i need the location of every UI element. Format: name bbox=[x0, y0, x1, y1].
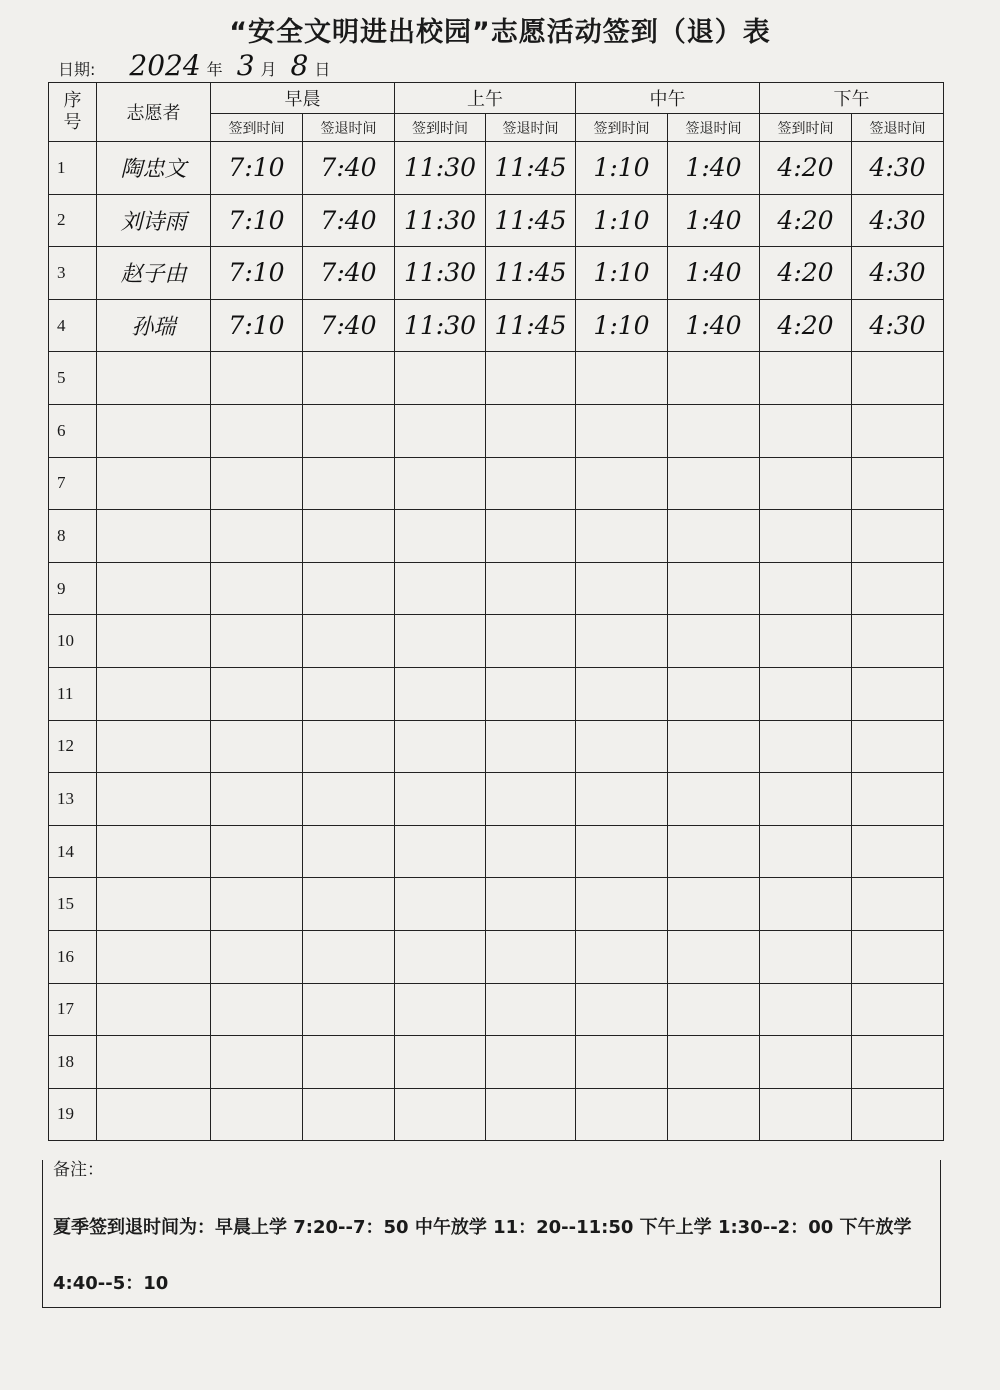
sign-in-time-cell bbox=[211, 510, 303, 563]
header-volunteer: 志愿者 bbox=[97, 83, 211, 142]
sign-in-time-cell bbox=[211, 1088, 303, 1141]
sign-out-time-cell bbox=[486, 352, 576, 405]
sign-out-time-cell bbox=[303, 773, 395, 826]
header-seq: 序号 bbox=[49, 83, 97, 142]
row-number: 17 bbox=[49, 983, 97, 1036]
volunteer-name-cell bbox=[97, 510, 211, 563]
sign-in-time-cell bbox=[576, 562, 668, 615]
table-row bbox=[49, 1036, 944, 1089]
sign-in-time-cell bbox=[760, 404, 852, 457]
table-row bbox=[49, 299, 944, 352]
sign-out-time-cell bbox=[486, 825, 576, 878]
sign-in-time-cell bbox=[576, 720, 668, 773]
volunteer-name-cell bbox=[97, 878, 211, 931]
sign-in-time-cell bbox=[760, 510, 852, 563]
row-number: 3 bbox=[49, 247, 97, 300]
sign-out-time-cell: 11:45 bbox=[486, 247, 576, 300]
sign-out-time-cell bbox=[486, 720, 576, 773]
sign-in-time-cell: 7:10 bbox=[211, 194, 303, 247]
sign-out-time-cell bbox=[486, 1088, 576, 1141]
volunteer-name-cell bbox=[97, 352, 211, 405]
sign-in-time-cell: 1:10 bbox=[576, 247, 668, 300]
sign-in-table bbox=[48, 82, 944, 1141]
row-number: 15 bbox=[49, 878, 97, 931]
sign-out-time-cell bbox=[668, 773, 760, 826]
sign-out-time-cell: 7:40 bbox=[303, 247, 395, 300]
sign-out-time-cell: 1:40 bbox=[668, 299, 760, 352]
sign-out-time-cell bbox=[852, 1088, 944, 1141]
table-row bbox=[49, 983, 944, 1036]
table-row bbox=[49, 404, 944, 457]
sign-in-time-cell bbox=[760, 773, 852, 826]
row-number: 8 bbox=[49, 510, 97, 563]
sign-in-time-cell bbox=[211, 878, 303, 931]
sign-out-time-cell bbox=[486, 615, 576, 668]
sign-out-time-cell: 1:40 bbox=[668, 194, 760, 247]
table-row bbox=[49, 825, 944, 878]
sign-out-time-cell bbox=[303, 878, 395, 931]
sign-out-time-cell: 7:40 bbox=[303, 142, 395, 195]
table-row bbox=[49, 194, 944, 247]
table-row bbox=[49, 142, 944, 195]
table-row bbox=[49, 615, 944, 668]
sign-in-time-cell bbox=[760, 983, 852, 1036]
date-day: 8 bbox=[290, 49, 309, 82]
volunteer-name-cell bbox=[97, 930, 211, 983]
row-number: 14 bbox=[49, 825, 97, 878]
volunteer-name-cell bbox=[97, 720, 211, 773]
sign-out-time-cell bbox=[486, 667, 576, 720]
sign-out-time-cell bbox=[303, 562, 395, 615]
sign-out-time-cell bbox=[303, 615, 395, 668]
notes-text: 夏季签到退时间为：早晨上学 7:20--7：50 中午放学 11：20--11:50 下午上学 1:30--2：00 下午放学 4:40--5：10 bbox=[53, 1217, 912, 1294]
sign-out-time-cell bbox=[486, 457, 576, 510]
sign-in-time-cell bbox=[395, 615, 486, 668]
table-row bbox=[49, 562, 944, 615]
sign-in-time-cell bbox=[576, 457, 668, 510]
row-number: 19 bbox=[49, 1088, 97, 1141]
sign-in-time-cell bbox=[576, 1088, 668, 1141]
sign-in-time-cell bbox=[395, 983, 486, 1036]
date-year-unit: 年 bbox=[206, 60, 223, 79]
sign-in-time-cell bbox=[211, 457, 303, 510]
sign-out-time-cell bbox=[303, 510, 395, 563]
table-row bbox=[49, 667, 944, 720]
row-number: 11 bbox=[49, 667, 97, 720]
sign-out-time-cell bbox=[486, 878, 576, 931]
sign-in-time-cell bbox=[760, 615, 852, 668]
sign-out-time-cell bbox=[852, 983, 944, 1036]
sign-in-time-cell: 11:30 bbox=[395, 299, 486, 352]
sign-out-time-cell bbox=[303, 404, 395, 457]
sign-out-time-cell bbox=[852, 773, 944, 826]
sign-in-time-cell bbox=[576, 825, 668, 878]
sign-out-time-cell bbox=[486, 510, 576, 563]
sign-out-time-cell bbox=[852, 457, 944, 510]
sign-in-time-cell bbox=[211, 404, 303, 457]
sign-in-time-cell bbox=[576, 773, 668, 826]
sign-out-time-cell bbox=[303, 983, 395, 1036]
header-period-afternoon: 下午 bbox=[760, 83, 944, 114]
sign-in-time-cell bbox=[576, 930, 668, 983]
sign-out-time-cell bbox=[486, 404, 576, 457]
sign-in-time-cell bbox=[395, 1036, 486, 1089]
sign-out-time-cell bbox=[852, 562, 944, 615]
sign-in-time-cell: 1:10 bbox=[576, 299, 668, 352]
header-sign-in: 签到时间 bbox=[395, 114, 486, 142]
sign-in-time-cell bbox=[395, 667, 486, 720]
sign-in-time-cell bbox=[576, 983, 668, 1036]
sign-in-time-cell: 4:20 bbox=[760, 194, 852, 247]
sign-out-time-cell bbox=[668, 404, 760, 457]
volunteer-name-cell bbox=[97, 615, 211, 668]
volunteer-name-cell bbox=[97, 773, 211, 826]
sign-out-time-cell bbox=[852, 510, 944, 563]
volunteer-name-cell bbox=[97, 457, 211, 510]
volunteer-name-cell bbox=[97, 667, 211, 720]
row-number: 7 bbox=[49, 457, 97, 510]
sign-in-time-cell bbox=[760, 825, 852, 878]
sign-in-time-cell bbox=[395, 825, 486, 878]
sign-in-time-cell bbox=[395, 720, 486, 773]
sign-in-time-cell bbox=[395, 457, 486, 510]
sign-out-time-cell bbox=[852, 667, 944, 720]
sign-out-time-cell bbox=[668, 510, 760, 563]
sign-in-time-cell bbox=[395, 510, 486, 563]
sign-out-time-cell bbox=[668, 352, 760, 405]
volunteer-name-cell bbox=[97, 983, 211, 1036]
sign-in-time-cell bbox=[760, 562, 852, 615]
sign-in-time-cell: 11:30 bbox=[395, 247, 486, 300]
sign-in-time-cell: 7:10 bbox=[211, 299, 303, 352]
row-number: 16 bbox=[49, 930, 97, 983]
sign-out-time-cell bbox=[303, 930, 395, 983]
row-number: 2 bbox=[49, 194, 97, 247]
date-day-unit: 日 bbox=[314, 60, 331, 79]
sign-in-time-cell: 4:20 bbox=[760, 299, 852, 352]
sign-in-time-cell bbox=[395, 562, 486, 615]
header-sign-in: 签到时间 bbox=[760, 114, 852, 142]
sign-out-time-cell: 4:30 bbox=[852, 299, 944, 352]
table-body bbox=[49, 142, 944, 1141]
sign-in-time-cell bbox=[576, 510, 668, 563]
notes-section bbox=[42, 1160, 941, 1308]
header-sign-out: 签退时间 bbox=[668, 114, 760, 142]
sign-out-time-cell bbox=[668, 878, 760, 931]
sign-in-time-cell: 1:10 bbox=[576, 194, 668, 247]
sign-in-time-cell bbox=[211, 562, 303, 615]
sign-in-time-cell bbox=[395, 404, 486, 457]
volunteer-name-cell bbox=[97, 1088, 211, 1141]
sign-out-time-cell: 1:40 bbox=[668, 142, 760, 195]
volunteer-name-cell bbox=[97, 404, 211, 457]
notes-label: 备注： bbox=[53, 1160, 104, 1180]
table-row bbox=[49, 1088, 944, 1141]
sign-out-time-cell bbox=[303, 1088, 395, 1141]
sign-out-time-cell bbox=[668, 930, 760, 983]
row-number: 12 bbox=[49, 720, 97, 773]
volunteer-name-cell: 陶忠文 bbox=[97, 142, 211, 195]
sign-in-time-cell bbox=[211, 983, 303, 1036]
volunteer-name-cell: 孙瑞 bbox=[97, 299, 211, 352]
sign-in-time-cell: 1:10 bbox=[576, 142, 668, 195]
sign-in-time-cell: 4:20 bbox=[760, 142, 852, 195]
sign-in-time-cell bbox=[576, 615, 668, 668]
sign-out-time-cell: 1:40 bbox=[668, 247, 760, 300]
sign-out-time-cell bbox=[852, 615, 944, 668]
header-period-morning: 早晨 bbox=[211, 83, 395, 114]
sign-out-time-cell bbox=[668, 983, 760, 1036]
sign-in-time-cell bbox=[760, 930, 852, 983]
sign-out-time-cell bbox=[303, 667, 395, 720]
sign-in-time-cell bbox=[760, 457, 852, 510]
sign-in-time-cell bbox=[211, 352, 303, 405]
date-label: 日期: bbox=[58, 60, 96, 79]
sign-in-time-cell bbox=[576, 667, 668, 720]
sign-in-time-cell bbox=[211, 825, 303, 878]
sign-in-time-cell bbox=[211, 720, 303, 773]
table-row bbox=[49, 352, 944, 405]
sign-out-time-cell bbox=[303, 1036, 395, 1089]
sign-out-time-cell bbox=[486, 930, 576, 983]
sign-out-time-cell bbox=[486, 562, 576, 615]
volunteer-name-cell bbox=[97, 825, 211, 878]
sign-out-time-cell bbox=[668, 667, 760, 720]
header-period-noon: 中午 bbox=[576, 83, 760, 114]
row-number: 4 bbox=[49, 299, 97, 352]
sign-out-time-cell bbox=[303, 720, 395, 773]
date-month: 3 bbox=[236, 49, 255, 82]
sign-out-time-cell bbox=[668, 457, 760, 510]
sign-out-time-cell bbox=[852, 878, 944, 931]
sign-in-time-cell bbox=[211, 615, 303, 668]
form-title: “安全文明进出校园”志愿活动签到（退）表 bbox=[229, 17, 771, 48]
sign-out-time-cell bbox=[486, 983, 576, 1036]
sign-in-time-cell bbox=[576, 352, 668, 405]
table-row bbox=[49, 457, 944, 510]
sign-out-time-cell bbox=[303, 825, 395, 878]
sign-in-time-cell bbox=[760, 720, 852, 773]
row-number: 1 bbox=[49, 142, 97, 195]
sign-out-time-cell bbox=[668, 615, 760, 668]
sign-out-time-cell bbox=[852, 930, 944, 983]
row-number: 18 bbox=[49, 1036, 97, 1089]
sign-out-time-cell bbox=[668, 562, 760, 615]
sign-out-time-cell: 4:30 bbox=[852, 247, 944, 300]
sign-out-time-cell bbox=[486, 1036, 576, 1089]
sign-in-time-cell bbox=[395, 773, 486, 826]
table-row bbox=[49, 773, 944, 826]
sign-in-time-cell bbox=[760, 667, 852, 720]
sign-in-time-cell bbox=[760, 352, 852, 405]
sign-out-time-cell bbox=[668, 1036, 760, 1089]
table-row bbox=[49, 720, 944, 773]
sign-out-time-cell: 7:40 bbox=[303, 194, 395, 247]
sign-in-time-cell bbox=[211, 930, 303, 983]
table-row bbox=[49, 878, 944, 931]
row-number: 13 bbox=[49, 773, 97, 826]
sign-out-time-cell bbox=[852, 720, 944, 773]
row-number: 5 bbox=[49, 352, 97, 405]
sign-in-time-cell bbox=[760, 1036, 852, 1089]
sign-in-time-cell bbox=[760, 1088, 852, 1141]
sign-out-time-cell bbox=[852, 1036, 944, 1089]
sign-out-time-cell: 4:30 bbox=[852, 142, 944, 195]
sign-in-time-cell bbox=[395, 878, 486, 931]
row-number: 9 bbox=[49, 562, 97, 615]
sign-out-time-cell bbox=[852, 825, 944, 878]
header-sign-out: 签退时间 bbox=[852, 114, 944, 142]
sign-out-time-cell bbox=[303, 352, 395, 405]
sign-out-time-cell bbox=[668, 720, 760, 773]
sign-in-time-cell bbox=[211, 667, 303, 720]
row-number: 6 bbox=[49, 404, 97, 457]
sign-in-time-cell bbox=[211, 773, 303, 826]
sign-in-time-cell bbox=[211, 1036, 303, 1089]
volunteer-name-cell bbox=[97, 562, 211, 615]
sign-out-time-cell: 7:40 bbox=[303, 299, 395, 352]
table-row bbox=[49, 930, 944, 983]
volunteer-name-cell: 赵子由 bbox=[97, 247, 211, 300]
header-period-forenoon: 上午 bbox=[395, 83, 576, 114]
volunteer-name-cell bbox=[97, 1036, 211, 1089]
date-month-unit: 月 bbox=[260, 60, 277, 79]
date-line bbox=[58, 48, 340, 80]
sign-out-time-cell bbox=[486, 773, 576, 826]
volunteer-name-cell: 刘诗雨 bbox=[97, 194, 211, 247]
sign-in-time-cell: 4:20 bbox=[760, 247, 852, 300]
table-row bbox=[49, 247, 944, 300]
sign-out-time-cell bbox=[303, 457, 395, 510]
sign-in-time-cell bbox=[395, 1088, 486, 1141]
sign-in-time-cell bbox=[576, 878, 668, 931]
date-year: 2024 bbox=[129, 49, 201, 82]
sign-in-time-cell bbox=[760, 878, 852, 931]
row-number: 10 bbox=[49, 615, 97, 668]
sign-in-time-cell: 11:30 bbox=[395, 142, 486, 195]
sign-out-time-cell bbox=[668, 1088, 760, 1141]
sign-in-time-cell bbox=[395, 352, 486, 405]
header-sign-in: 签到时间 bbox=[576, 114, 668, 142]
sign-out-time-cell bbox=[668, 825, 760, 878]
header-sign-out: 签退时间 bbox=[303, 114, 395, 142]
table-row bbox=[49, 510, 944, 563]
header-sign-out: 签退时间 bbox=[486, 114, 576, 142]
sign-in-time-cell: 7:10 bbox=[211, 142, 303, 195]
sign-in-time-cell: 7:10 bbox=[211, 247, 303, 300]
sign-out-time-cell bbox=[852, 404, 944, 457]
sign-out-time-cell: 11:45 bbox=[486, 299, 576, 352]
header-sign-in: 签到时间 bbox=[211, 114, 303, 142]
sign-out-time-cell: 11:45 bbox=[486, 142, 576, 195]
sign-out-time-cell bbox=[852, 352, 944, 405]
sign-in-time-cell bbox=[576, 1036, 668, 1089]
sign-in-time-cell bbox=[576, 404, 668, 457]
sign-in-time-cell: 11:30 bbox=[395, 194, 486, 247]
sign-out-time-cell: 4:30 bbox=[852, 194, 944, 247]
sign-out-time-cell: 11:45 bbox=[486, 194, 576, 247]
sign-in-time-cell bbox=[395, 930, 486, 983]
